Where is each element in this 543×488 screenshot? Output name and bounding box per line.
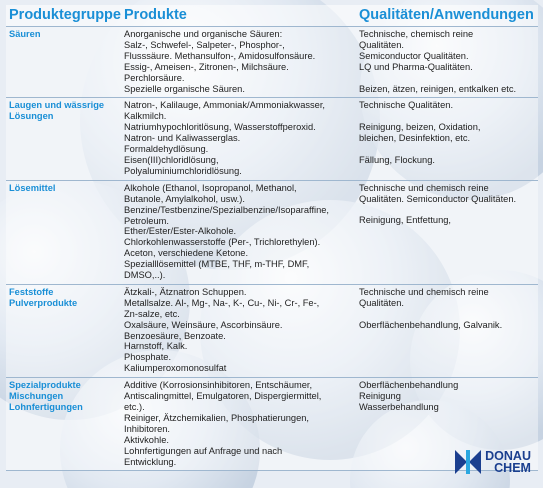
group-line: Lösemittel bbox=[9, 182, 56, 193]
products-line: Oxalsäure, Weinsäure, Ascorbinsäure. bbox=[124, 319, 283, 330]
qualities-line: Reinigung, Entfettung, bbox=[359, 215, 452, 226]
qualities-line: Oberflächenbehandlung bbox=[359, 380, 459, 391]
products-line: Butanole, Amylalkohol, usw.). bbox=[124, 193, 245, 204]
group-line: Lösungen bbox=[9, 111, 54, 122]
qualities-line: Reinigung bbox=[359, 391, 401, 402]
products-line: Kalkmilch. bbox=[124, 111, 167, 122]
products-line: Chlorkohlenwasserstoffe (Per-, Trichlorethylen). bbox=[124, 237, 321, 248]
products-line: Natron- und Kaliwasserglas. bbox=[124, 133, 241, 144]
products-line: Phosphate. bbox=[124, 352, 172, 363]
qualities-cell bbox=[356, 180, 538, 284]
products-line: Spezialllösemittel (MTBE, THF, m-THF, DMF, bbox=[124, 259, 310, 270]
qualities-line: Qualitäten. bbox=[359, 39, 404, 50]
products-line: Zn-salze, etc. bbox=[124, 308, 180, 319]
table-row bbox=[6, 284, 538, 377]
products-line: Ether/Ester/Ester-Alkohole. bbox=[124, 226, 237, 237]
qualities-line bbox=[359, 73, 535, 84]
group-line: Laugen und wässrige bbox=[9, 100, 105, 111]
qualities-line: Semiconductor Qualitäten. bbox=[359, 50, 469, 61]
products-line: Alkohole (Ethanol, Isopropanol, Methanol, bbox=[124, 182, 297, 193]
products-line: Flusssäure. Methansulfon-, Amidosulfonsäure. bbox=[124, 50, 316, 61]
products-line: Reiniger, Ätzchemikalien, Phosphatierungen, bbox=[124, 412, 310, 423]
products-line: Formaldehydlösung. bbox=[124, 144, 209, 155]
products-line: etc.). bbox=[124, 402, 145, 412]
products-line: Benzoesäure, Benzoate. bbox=[124, 330, 226, 341]
group-line: Feststoffe bbox=[9, 286, 54, 297]
products-line: Kaliumperoxomonosulfat bbox=[124, 363, 227, 374]
products-line: Polyaluminiumchloridlösung. bbox=[124, 165, 242, 176]
table-header-row bbox=[6, 5, 538, 27]
qualities-line bbox=[359, 144, 535, 155]
donau-chem-logo bbox=[455, 450, 531, 474]
group-line: Säuren bbox=[9, 29, 41, 39]
products-line: Aceton, verschiedene Ketone. bbox=[124, 248, 249, 259]
products-cell bbox=[121, 98, 356, 180]
qualities-line: Wasserbehandlung bbox=[359, 402, 439, 412]
products-line: Ätzkali-, Ätznatron Schuppen. bbox=[124, 286, 247, 297]
products-line: Perchlorsäure. bbox=[124, 72, 185, 83]
qualities-line: bleichen, Desinfektion, etc. bbox=[359, 133, 471, 144]
group-cell bbox=[6, 284, 121, 377]
qualities-line: Technische und chemisch reine bbox=[359, 182, 489, 193]
qualities-line: Technische Qualitäten. bbox=[359, 100, 454, 111]
qualities-line: Beizen, ätzen, reinigen, entkalken etc. bbox=[359, 83, 517, 94]
group-line: Lohnfertigungen bbox=[9, 402, 83, 412]
products-line: Essig-, Ameisen-, Zitronen-, Milchsäure. bbox=[124, 61, 289, 72]
products-cell bbox=[121, 378, 356, 471]
products-line: Benzine/Testbenzine/Spezialbenzine/Isoparaffine, bbox=[124, 204, 330, 215]
qualities-line bbox=[359, 205, 535, 216]
group-line: Spezialprodukte bbox=[9, 380, 81, 391]
qualities-cell bbox=[356, 98, 538, 180]
group-cell bbox=[6, 180, 121, 284]
logo-text-2: CHEM bbox=[494, 461, 531, 475]
qualities-line: Qualitäten. Semiconductor Qualitäten. bbox=[359, 193, 517, 204]
header-products: Produkte bbox=[121, 5, 356, 27]
table-row bbox=[6, 180, 538, 284]
products-line: Natron-, Kalilauge, Ammoniak/Ammoniakwasser, bbox=[124, 100, 325, 111]
group-line: Pulverprodukte bbox=[9, 297, 78, 308]
group-cell bbox=[6, 378, 121, 471]
qualities-line: Fällung, Flockung. bbox=[359, 154, 435, 165]
qualities-line: Technische und chemisch reine bbox=[359, 286, 489, 297]
group-cell bbox=[6, 98, 121, 180]
products-cell bbox=[121, 180, 356, 284]
table-row bbox=[6, 98, 538, 180]
products-line: Additive (Korrosionsinhibitoren, Entschäumer, bbox=[124, 380, 313, 391]
table-row bbox=[6, 27, 538, 98]
qualities-line bbox=[359, 111, 535, 122]
products-line: Natriumhypochloritlösung, Wasserstoffperoxid. bbox=[124, 122, 316, 133]
logo-mark-icon bbox=[455, 450, 481, 474]
header-product-group: Produktegruppe bbox=[6, 5, 121, 27]
products-line: DMSO,..). bbox=[124, 270, 166, 281]
qualities-line: Qualitäten. bbox=[359, 297, 404, 308]
qualities-line: Reinigung, beizen, Oxidation, bbox=[359, 122, 481, 133]
qualities-line bbox=[359, 309, 535, 320]
products-line: Spezielle organische Säuren. bbox=[124, 83, 245, 94]
qualities-line: Technische, chemisch reine bbox=[359, 29, 474, 39]
qualities-cell bbox=[356, 284, 538, 377]
products-line: Petroleum. bbox=[124, 215, 169, 226]
product-table bbox=[6, 5, 538, 471]
products-line: Inhibitoren. bbox=[124, 423, 170, 434]
products-cell bbox=[121, 27, 356, 98]
products-line: Lohnfertigungen auf Anfrage und nach bbox=[124, 445, 283, 456]
logo-text-1: DONAU bbox=[485, 449, 531, 463]
products-line: Entwicklung. bbox=[124, 456, 177, 467]
products-line: Metallsalze. Al-, Mg-, Na-, K-, Cu-, Ni-, Cr-, Fe-, bbox=[124, 297, 320, 308]
products-line: Antiscalingmittel, Emulgatoren, Dispergiermittel, bbox=[124, 391, 322, 402]
group-cell bbox=[6, 27, 121, 98]
header-qualities: Qualitäten/Anwendungen bbox=[356, 5, 538, 27]
products-line: Aktivkohle. bbox=[124, 434, 169, 445]
products-line: Harnstoff, Kalk. bbox=[124, 341, 188, 352]
products-cell bbox=[121, 284, 356, 377]
qualities-line: LQ und Pharma-Qualitäten. bbox=[359, 61, 473, 72]
products-line: Anorganische und organische Säuren: bbox=[124, 29, 283, 39]
group-line: Mischungen bbox=[9, 391, 64, 402]
products-line: Eisen(III)chloridlösung, bbox=[124, 154, 219, 165]
qualities-line: Oberflächenbehandlung, Galvanik. bbox=[359, 319, 503, 330]
products-line: Salz-, Schwefel-, Salpeter-, Phosphor-, bbox=[124, 39, 285, 50]
qualities-cell bbox=[356, 27, 538, 98]
